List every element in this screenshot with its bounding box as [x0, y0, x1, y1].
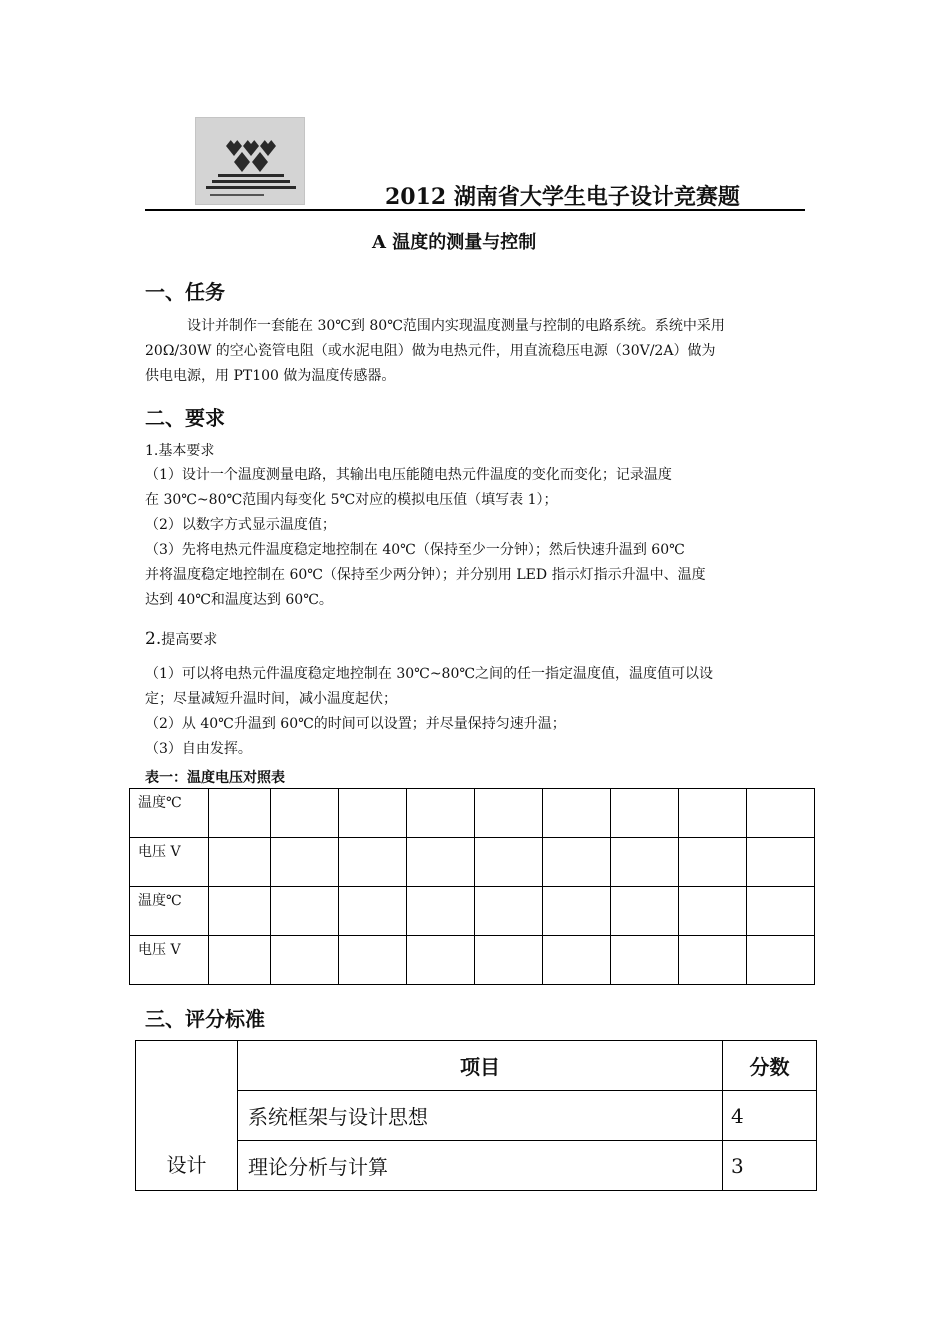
- table-cell[interactable]: [747, 936, 815, 985]
- advanced-req-line-4: （3）自由发挥。: [145, 741, 252, 757]
- table-cell[interactable]: [209, 936, 271, 985]
- basic-req-line-4: （3）先将电热元件温度稳定地控制在 40℃（保持至少一分钟）；然后快速升温到 60℃: [145, 542, 685, 558]
- temperature-voltage-table: [129, 788, 815, 985]
- score-value: 4: [723, 1091, 817, 1141]
- table-row: [136, 1091, 817, 1141]
- table-cell[interactable]: [209, 838, 271, 887]
- table-row: [130, 936, 815, 985]
- table-cell[interactable]: [543, 936, 611, 985]
- table-cell[interactable]: [407, 936, 475, 985]
- basic-req-line-3: （2）以数字方式显示温度值；: [145, 517, 336, 533]
- basic-req-line-2: 在 30℃~80℃范围内每变化 5℃对应的模拟电压值（填写表 1）；: [145, 492, 558, 508]
- task-line-2: 20Ω/30W 的空心瓷管电阻（或水泥电阻）做为电热元件，用直流稳压电源（30V/2A）做为: [145, 343, 716, 359]
- table-cell[interactable]: [543, 887, 611, 936]
- table-row: [130, 887, 815, 936]
- table-cell[interactable]: [679, 789, 747, 838]
- table-cell[interactable]: [611, 887, 679, 936]
- basic-req-line-1: （1）设计一个温度测量电路，其输出电压能随电热元件温度的变化而变化；记录温度: [145, 467, 672, 483]
- section-heading-requirements: 二、要求: [145, 406, 225, 430]
- title-underline: [145, 209, 805, 211]
- table-cell[interactable]: [679, 838, 747, 887]
- table-row: [136, 1141, 817, 1191]
- task-line-3: 供电电源，用 PT100 做为温度传感器。: [145, 368, 396, 384]
- advanced-req-line-3: （2）从 40℃升温到 60℃的时间可以设置；并尽量保持匀速升温；: [145, 716, 566, 732]
- table-cell[interactable]: [747, 838, 815, 887]
- table-cell[interactable]: [475, 936, 543, 985]
- table-cell[interactable]: [679, 887, 747, 936]
- task-line-1: 设计并制作一套能在 30℃到 80℃范围内实现温度测量与控制的电路系统。系统中采用: [187, 318, 725, 334]
- header-item: 项目: [238, 1041, 723, 1091]
- row-label: 温度℃: [130, 887, 209, 936]
- advanced-requirements-title: [145, 627, 217, 653]
- table-cell[interactable]: [407, 887, 475, 936]
- table-cell[interactable]: [475, 838, 543, 887]
- basic-requirements-title: 1.基本要求: [145, 443, 215, 459]
- section-heading-scoring: 三、评分标准: [145, 1007, 265, 1031]
- row-label: 电压 V: [130, 936, 209, 985]
- table-cell[interactable]: [271, 838, 339, 887]
- scoring-table: [135, 1040, 817, 1191]
- table-row: [130, 838, 815, 887]
- score-value: 3: [723, 1141, 817, 1191]
- table-cell[interactable]: [475, 887, 543, 936]
- table-cell[interactable]: [611, 789, 679, 838]
- table-cell[interactable]: [407, 789, 475, 838]
- table-cell[interactable]: [209, 887, 271, 936]
- advanced-req-line-1: （1）可以将电热元件温度稳定地控制在 30℃~80℃之间的任一指定温度值，温度值可以设: [145, 666, 714, 682]
- table1-caption: 表一：温度电压对照表: [145, 770, 285, 786]
- table-cell[interactable]: [209, 789, 271, 838]
- score-item: 理论分析与计算: [238, 1141, 723, 1191]
- table-cell[interactable]: [339, 936, 407, 985]
- table-cell[interactable]: [339, 789, 407, 838]
- table-row: [130, 789, 815, 838]
- logo-emblem-icon: [196, 118, 306, 206]
- page-title: 2012 湖南省大学生电子设计竞赛题: [385, 184, 740, 210]
- advanced-req-line-2: 定；尽量减短升温时间，减小温度起伏；: [145, 691, 397, 707]
- table-cell[interactable]: [339, 887, 407, 936]
- table-cell[interactable]: [271, 789, 339, 838]
- table-cell[interactable]: [271, 936, 339, 985]
- table-cell[interactable]: [747, 789, 815, 838]
- header-score: 分数: [723, 1041, 817, 1091]
- category-cell: 设计: [136, 1041, 238, 1191]
- section-heading-task: 一、任务: [145, 280, 225, 304]
- table-cell[interactable]: [339, 838, 407, 887]
- row-label: 温度℃: [130, 789, 209, 838]
- table-cell[interactable]: [543, 838, 611, 887]
- basic-req-line-5: 并将温度稳定地控制在 60℃（保持至少两分钟）；并分别用 LED 指示灯指示升温中、温度: [145, 567, 706, 583]
- page-subtitle: A 温度的测量与控制: [372, 232, 537, 253]
- table-cell[interactable]: [407, 838, 475, 887]
- advanced-title-text: 提高要求: [161, 632, 218, 648]
- table-row: [136, 1041, 817, 1091]
- table-cell[interactable]: [543, 789, 611, 838]
- row-label: 电压 V: [130, 838, 209, 887]
- advanced-title-number: 2.: [145, 629, 162, 649]
- table-cell[interactable]: [271, 887, 339, 936]
- table-cell[interactable]: [747, 887, 815, 936]
- score-item: 系统框架与设计思想: [238, 1091, 723, 1141]
- basic-req-line-6: 达到 40℃和温度达到 60℃。: [145, 592, 333, 608]
- competition-logo: [195, 117, 305, 205]
- table-cell[interactable]: [611, 838, 679, 887]
- table-cell[interactable]: [611, 936, 679, 985]
- table-cell[interactable]: [679, 936, 747, 985]
- table-cell[interactable]: [475, 789, 543, 838]
